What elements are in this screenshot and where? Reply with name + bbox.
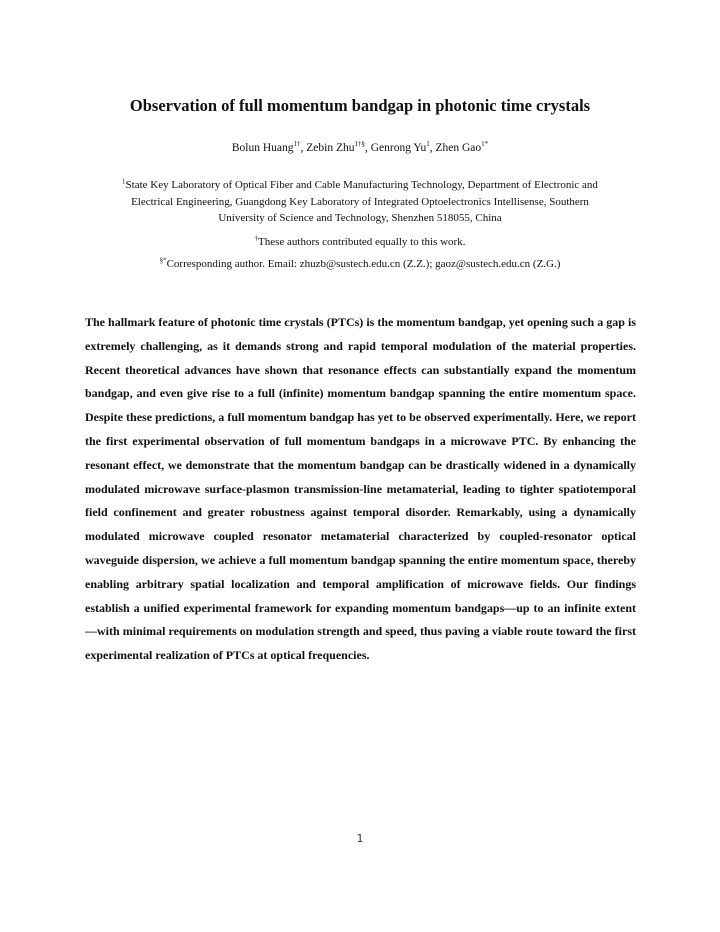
author-name: Zebin Zhu (306, 142, 355, 154)
author-separator: , (300, 142, 307, 154)
abstract: The hallmark feature of photonic time crystals (PTCs) is the momentum bandgap, yet opening such a gap is extremely challenging, as it demands strong and rapid temporal modulation of the material properties. Recent theoretical advances have shown that resonance effects can substantially expand the momentum bandgap, and even give rise to a full (infinite) momentum bandgap spanning the entire momentum space. Despite these predictions, a full momentum bandgap has yet to be observed experimentally. Here, we report the first experimental observation of full momentum bandgaps in a microwave PTC. By enhancing the resonant effect, we demonstrate that the momentum bandgap can be drastically widened in a dynamically modulated microwave surface-plasmon transmission-line metamaterial, leading to tighter spatiotemporal field confinement and greater robustness against temporal disorder. Remarkably, using a dynamically modulated microwave coupled resonator metamaterial characterized by coupled-resonator optical waveguide dispersion, we achieve a full momentum bandgap spanning the entire momentum space, thereby enabling arbitrary spatial localization and temporal amplification of microwave fields. Our findings establish a unified experimental framework for expanding momentum bandgaps—up to an infinite extent—with minimal requirements on modulation strength and speed, thus paving a viable route toward the first experimental realization of PTCs at optical frequencies. (85, 315, 636, 663)
page-number: 1 (356, 832, 364, 845)
affiliation-text: State Key Laboratory of Optical Fiber and Cable Manufacturing Technology, Department of Electronic and Electrical Engineering, Guangdong Key Laboratory of Integrated Optoelectronics Intellisense, Southern University of Science and Technology, Shenzhen 518055, China (125, 179, 598, 224)
author-list (0, 142, 720, 154)
author-affiliation-mark: 1 (426, 140, 430, 149)
author-name: Zhen Gao (435, 142, 482, 154)
author-affiliation-mark: 1* (481, 140, 489, 149)
corresponding-author-mark: §* (159, 256, 167, 265)
author-affiliation-mark: 1† (293, 140, 301, 149)
equal-contribution-mark: † (254, 234, 259, 243)
author-name: Bolun Huang (231, 142, 294, 154)
corresponding-author-text: Corresponding author. Email: zhuzb@sustech.edu.cn (Z.Z.); gaoz@sustech.edu.cn (Z.G.) (166, 258, 561, 270)
author-name: Genrong Yu (370, 142, 427, 154)
affiliation (110, 177, 610, 227)
paper-title: Observation of full momentum bandgap in photonic time crystals (129, 96, 591, 115)
author-affiliation-mark: 1†§ (354, 140, 365, 149)
affiliation-mark: 1 (122, 177, 126, 186)
author-separator: , (429, 142, 436, 154)
corresponding-author-note (0, 258, 720, 270)
author-separator: , (365, 142, 371, 154)
equal-contribution-note (0, 236, 720, 248)
equal-contribution-text: These authors contributed equally to this work. (258, 236, 466, 248)
